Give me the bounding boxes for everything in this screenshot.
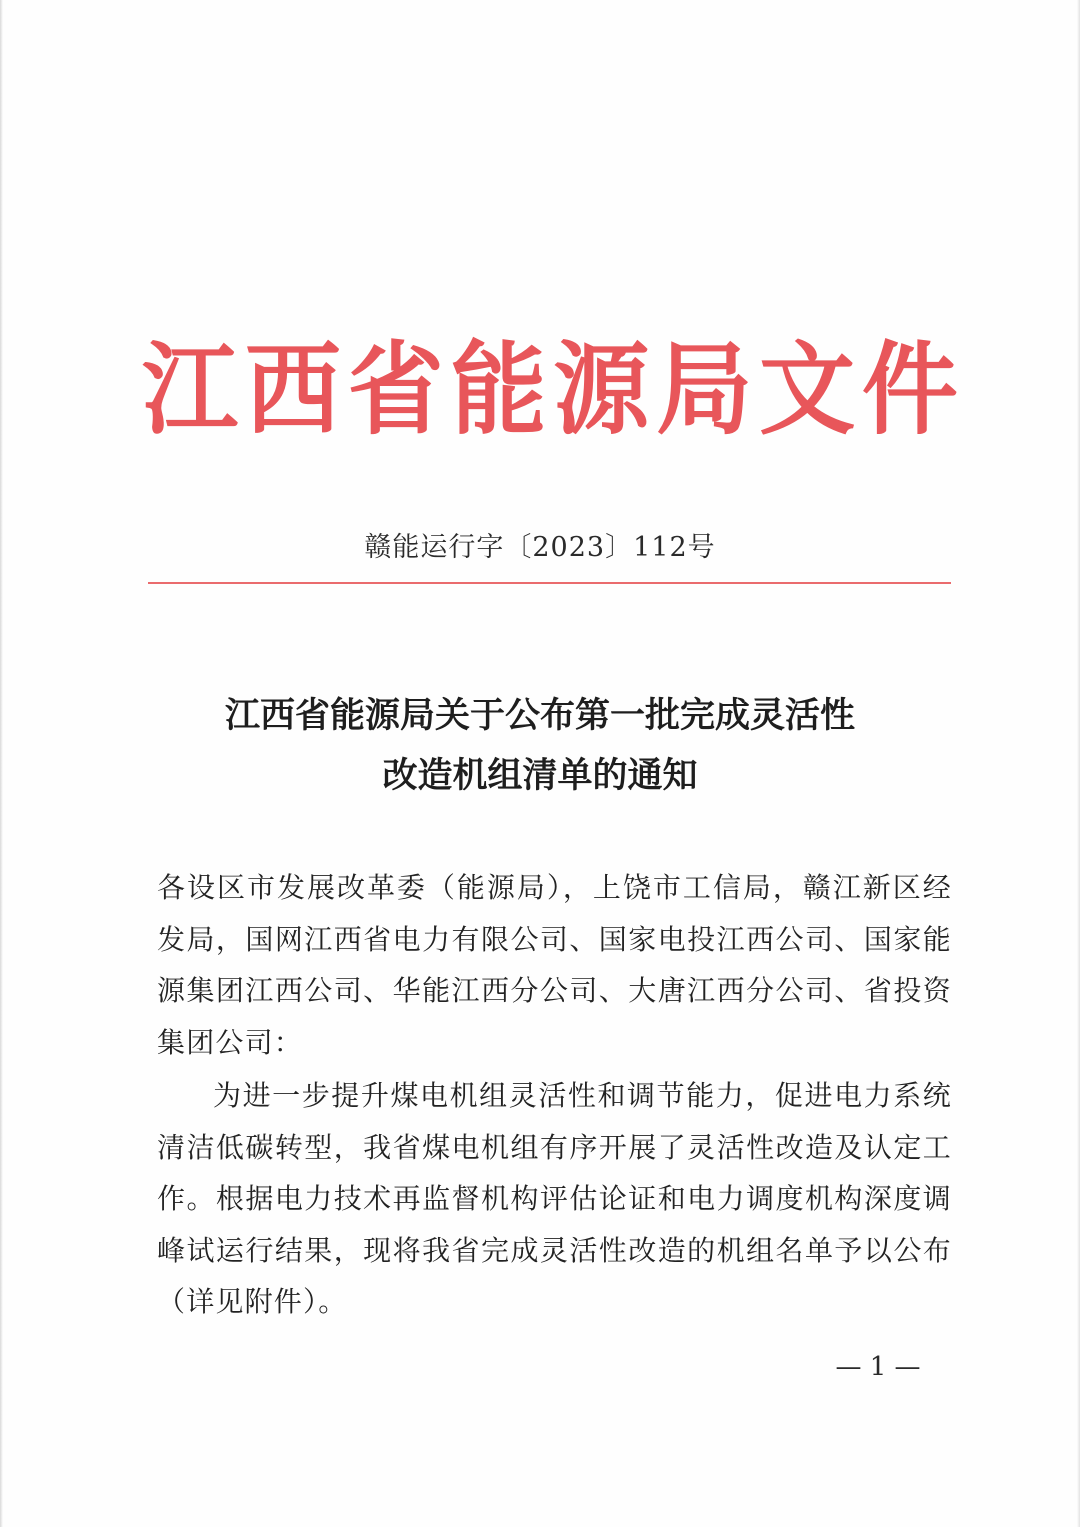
masthead-char: 江 [142, 330, 238, 449]
red-divider-line [148, 582, 951, 584]
document-number: 赣能运行字〔2023〕112号 [364, 532, 716, 563]
masthead-char: 局 [656, 330, 753, 449]
masthead-char: 文 [759, 330, 856, 449]
masthead-char: 西 [244, 330, 341, 449]
notice-title-line-1: 江西省能源局关于公布第一批完成灵活性 [224, 695, 855, 736]
notice-title [0, 686, 1080, 806]
notice-title-line-2: 改造机组清单的通知 [382, 755, 698, 796]
masthead-char: 省 [347, 330, 444, 449]
masthead-char: 能 [450, 330, 547, 449]
page-number: — 1 — [835, 1352, 921, 1382]
masthead-char: 源 [553, 330, 650, 449]
masthead-title [140, 330, 960, 450]
addressee-block: 各设区市发展改革委（能源局），上饶市工信局，赣江新区经发局，国网江西省电力有限公司、国家电投江西公司、国家能源集团江西公司、华能江西分公司、大唐江西分公司、省投资集团公司： [157, 871, 952, 1059]
masthead-char: 件 [861, 330, 958, 449]
body-paragraph: 为进一步提升煤电机组灵活性和调节能力，促进电力系统清洁低碳转型，我省煤电机组有序开展了灵活性改造及认定工作。根据电力技术再监督机构评估论证和电力调度机构深度调峰试运行结果，现将我省完成灵活性改造的机组名单予以公布（详见附件）。 [157, 1079, 952, 1318]
